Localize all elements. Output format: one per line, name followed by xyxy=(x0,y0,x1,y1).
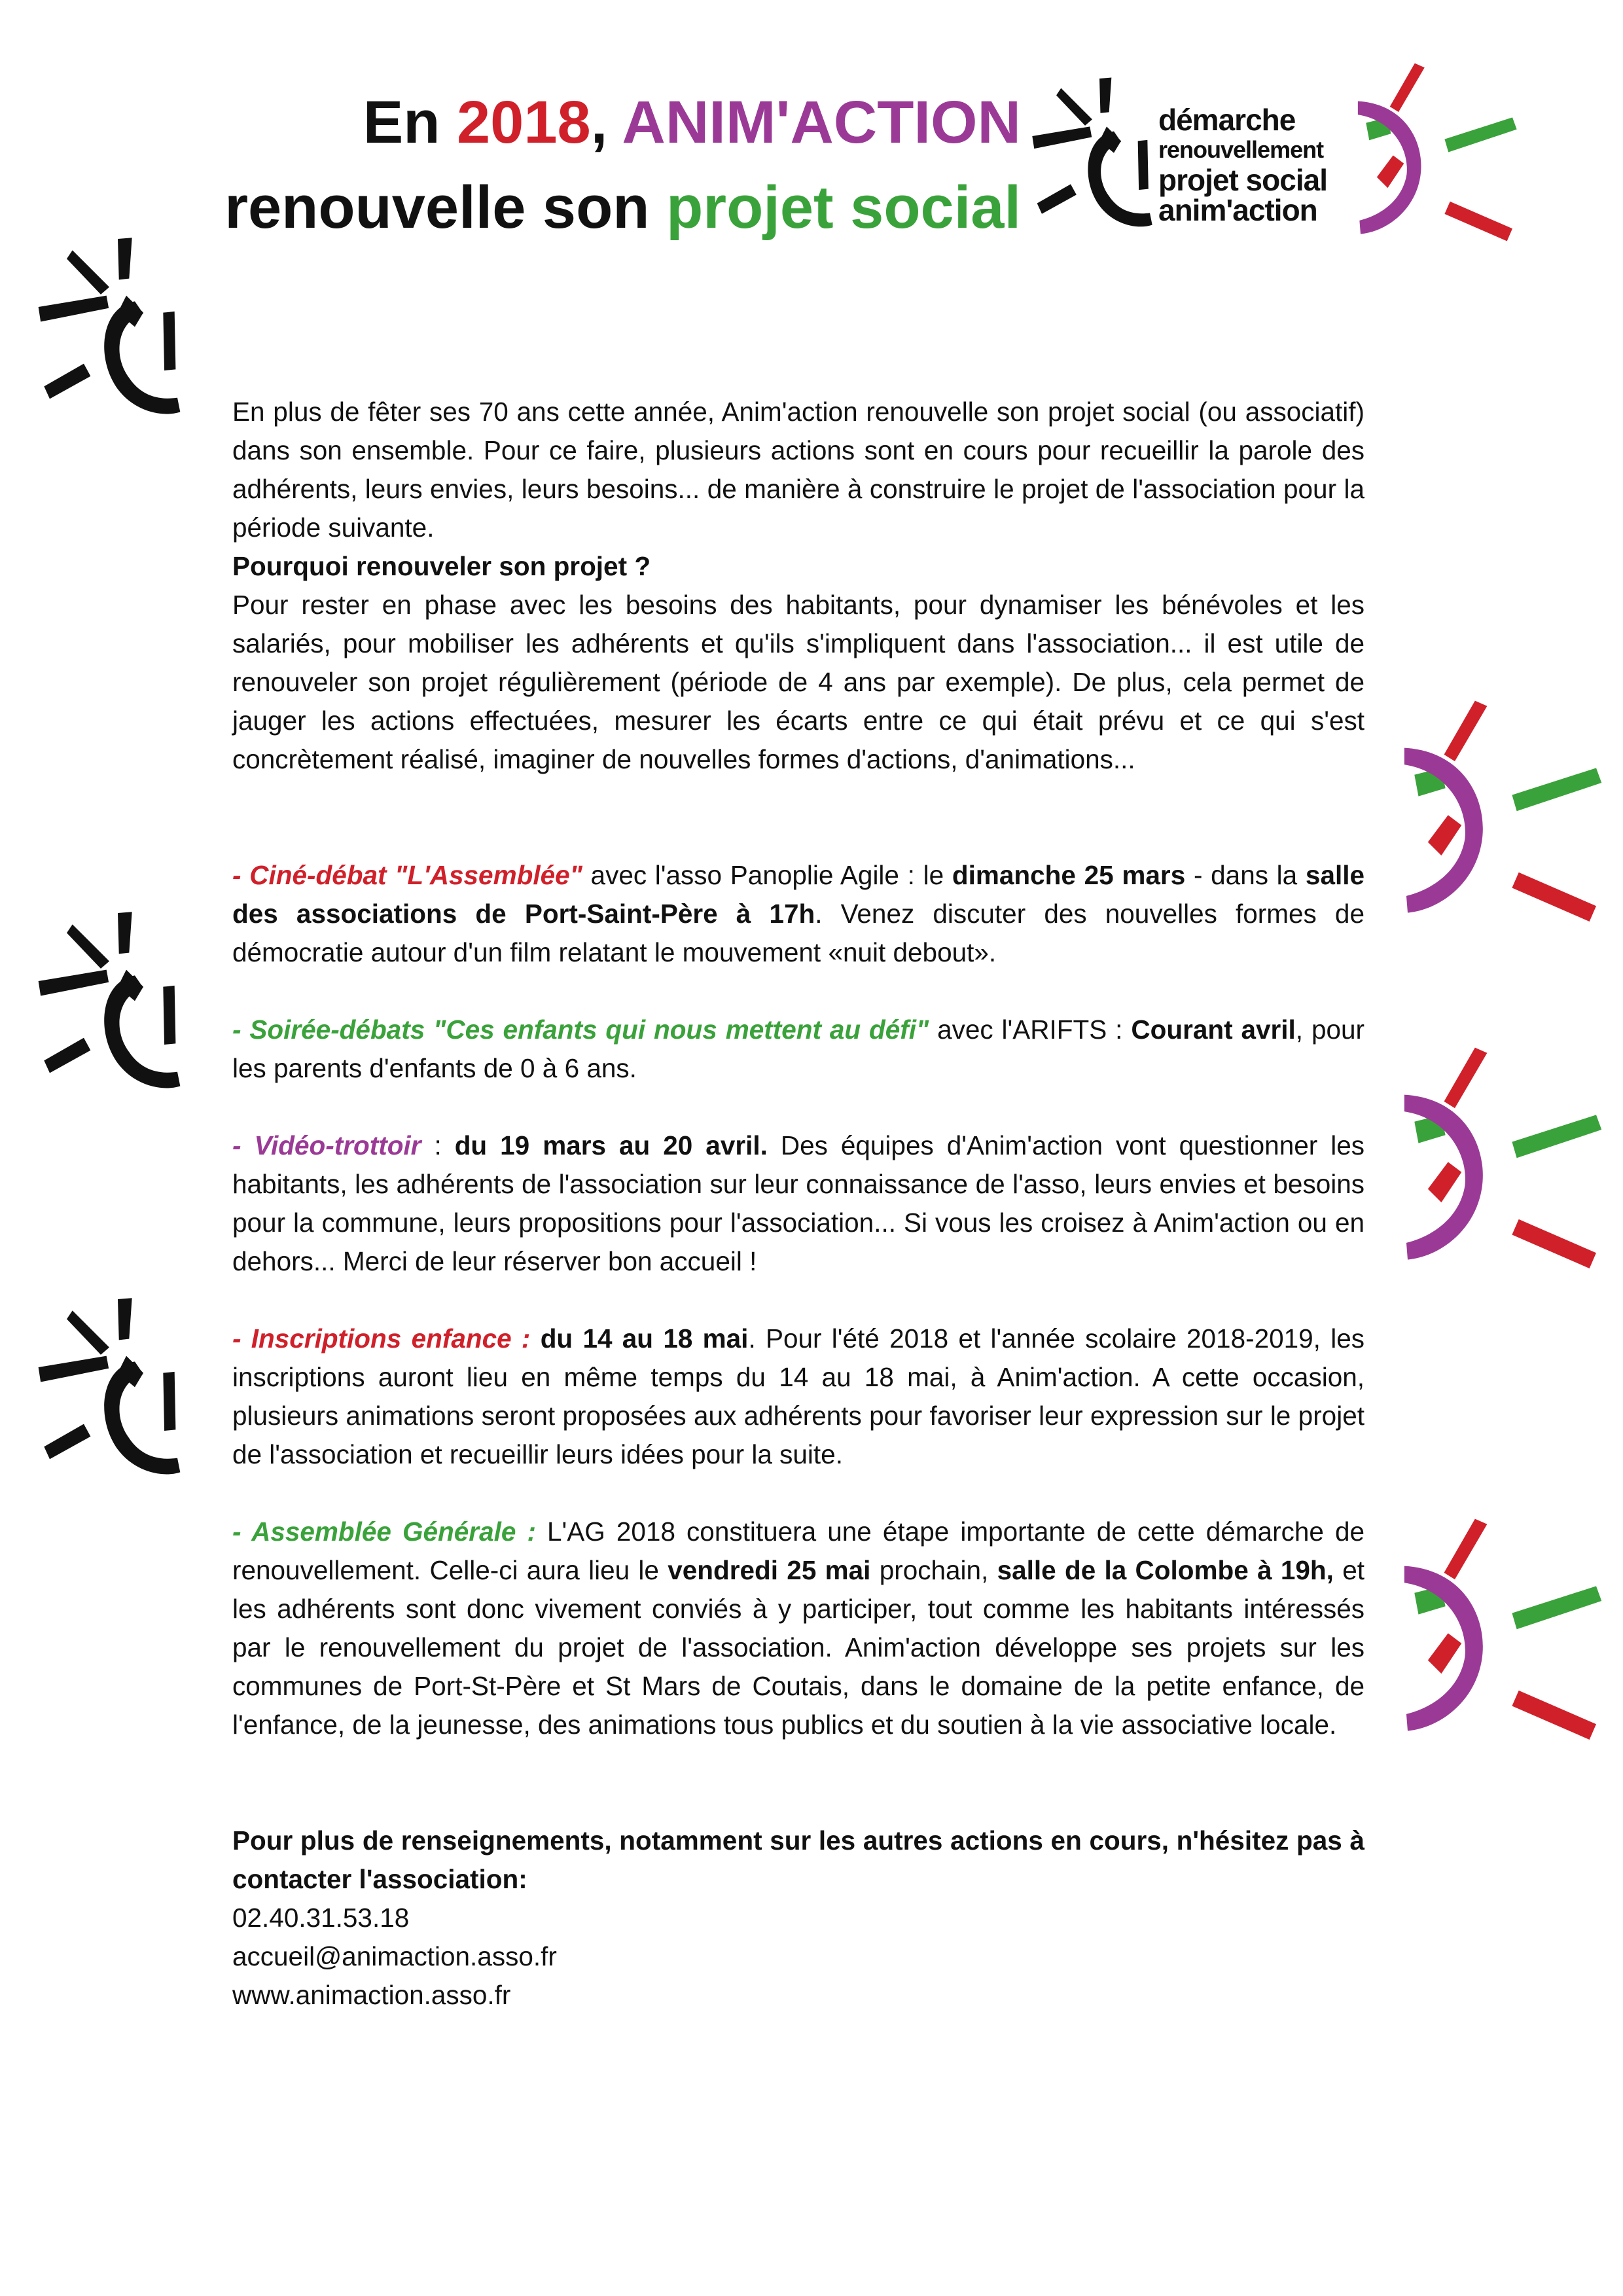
logo xyxy=(1027,52,1525,249)
logo-color-brush-icon xyxy=(1355,52,1518,242)
logo-black-brush-icon xyxy=(1027,52,1171,249)
title-line-2 xyxy=(196,165,1021,250)
event-date: du 14 au 18 mai xyxy=(540,1323,749,1354)
title-org-name: ANIM'ACTION xyxy=(622,89,1021,156)
title-text-2: renouvelle son xyxy=(224,174,667,241)
event-date: vendredi 25 mai xyxy=(668,1555,871,1585)
event-text: avec l'asso Panoplie Agile : le xyxy=(582,860,952,890)
color-brush-decoration-icon xyxy=(1400,1505,1603,1741)
intro-paragraph: En plus de fêter ses 70 ans cette année, Anim'action renouvelle son projet social (ou associatif) dans son ensemble. Pour ce faire, plusieurs actions sont en cours pour recueillir la parole des adhérents, leurs envies, leurs besoins... de manière à construire le projet de l'association pour la période suivante. xyxy=(232,397,1364,543)
black-brush-decoration-icon xyxy=(33,216,203,432)
event-cine-title: - Ciné-débat "L'Assemblée" xyxy=(232,860,582,890)
event-location: salle de la Colombe à 19h, xyxy=(997,1555,1334,1585)
intro-answer: Pour rester en phase avec les besoins des habitants, pour dynamiser les bénévoles et les salariés, pour mobiliser les adhérents et qu'ils s'impliquent dans l'association... il est utile de renouveler son projet régulièrement (période de 4 ans par exemple). De plus, cela permet de jauger les actions effectuées, mesurer les écarts entre ce qui était prévu et ce qui s'est concrètement réalisé, imaginer de nouvelles formes d'actions, d'animations... xyxy=(232,590,1364,774)
event-text: L'AG 2018 constituera une étape importante de cette démarche de renouvellement. Celle-ci aura lieu le xyxy=(232,1516,1364,1585)
event-soiree-title: - Soirée-débats "Ces enfants qui nous mettent au défi" xyxy=(232,1014,929,1045)
event-text: . Venez discuter des nouvelles formes de démocratie autour d'un film relatant le mouvement «nuit debout». xyxy=(232,899,1364,967)
event-text xyxy=(530,1323,540,1354)
color-brush-decoration-icon xyxy=(1400,1034,1603,1270)
logo-line-2: renouvellement xyxy=(1158,136,1324,163)
event-cine-debat xyxy=(232,856,1364,972)
title-year: 2018 xyxy=(457,89,591,156)
title-highlight: projet social xyxy=(666,174,1021,241)
event-assemblee-generale xyxy=(232,1513,1364,1744)
black-brush-decoration-icon xyxy=(33,1276,203,1492)
event-text: - dans la xyxy=(1185,860,1306,890)
contact-phone[interactable]: 02.40.31.53.18 xyxy=(232,1903,410,1933)
event-inscriptions-title: - Inscriptions enfance : xyxy=(232,1323,531,1354)
event-text: avec l'ARIFTS : xyxy=(929,1014,1132,1045)
contact-intro: Pour plus de renseignements, notamment sur les autres actions en cours, n'hésitez pas à contacter l'association: xyxy=(232,1825,1364,1894)
logo-line-4: anim'action xyxy=(1158,193,1317,227)
title-text: En xyxy=(363,89,457,156)
event-date: Courant avril xyxy=(1131,1014,1296,1045)
color-brush-decoration-icon xyxy=(1400,687,1603,923)
page-title xyxy=(196,80,1021,250)
event-text: . Pour l'été 2018 et l'année scolaire 2018-2019, les inscriptions auront lieu en même temps du 14 au 18 mai, à Anim'action. A cette occasion, plusieurs animations seront proposées aux adhérents pour favoriser leur expression sur le projet de l'association et recueillir leurs idées pour la suite. xyxy=(232,1323,1364,1469)
black-brush-decoration-icon xyxy=(33,890,203,1106)
event-video-title: - Vidéo-trottoir xyxy=(232,1130,421,1160)
event-soiree-debats xyxy=(232,1011,1364,1088)
event-text: : xyxy=(421,1130,455,1160)
event-text: , pour les parents d'enfants de 0 à 6 ans. xyxy=(232,1014,1365,1083)
contact-website[interactable]: www.animaction.asso.fr xyxy=(232,1980,511,2010)
document-body xyxy=(232,393,1364,2015)
logo-line-1: démarche xyxy=(1158,103,1296,137)
event-inscriptions xyxy=(232,1319,1364,1474)
contact-email[interactable]: accueil@animaction.asso.fr xyxy=(232,1941,557,1971)
title-line-1 xyxy=(196,80,1021,165)
logo-line-3: projet social xyxy=(1158,163,1327,197)
event-date: du 19 mars au 20 avril. xyxy=(454,1130,768,1160)
event-text: Des équipes d'Anim'action vont questionner les habitants, les adhérents de l'association sur leur connaissance de l'asso, leurs envies et besoins pour la commune, leurs propositions pour l'association... Si vous les croisez à Anim'action ou en dehors... Merci de leur réserver bon accueil ! xyxy=(232,1130,1364,1276)
event-date: dimanche 25 mars xyxy=(952,860,1186,890)
event-text: prochain, xyxy=(870,1555,997,1585)
event-text: et les adhérents sont donc vivement conviés à y participer, tout comme les habitants intéressés par le renouvellement du projet de l'association. Anim'action développe ses projets sur les communes de Port-St-Père et St Mars de Coutais, dans le domaine de la petite enfance, de l'enfance, de la jeunesse, des animations tous publics et du soutien à la vie associative locale. xyxy=(232,1555,1364,1740)
logo-text xyxy=(1158,105,1327,225)
event-ag-title: - Assemblée Générale : xyxy=(232,1516,536,1547)
event-video-trottoir xyxy=(232,1126,1364,1281)
title-comma: , xyxy=(590,89,622,156)
event-location: salle des associations de Port-Saint-Père à 17h xyxy=(232,860,1364,929)
intro-question: Pourquoi renouveler son projet ? xyxy=(232,551,651,581)
